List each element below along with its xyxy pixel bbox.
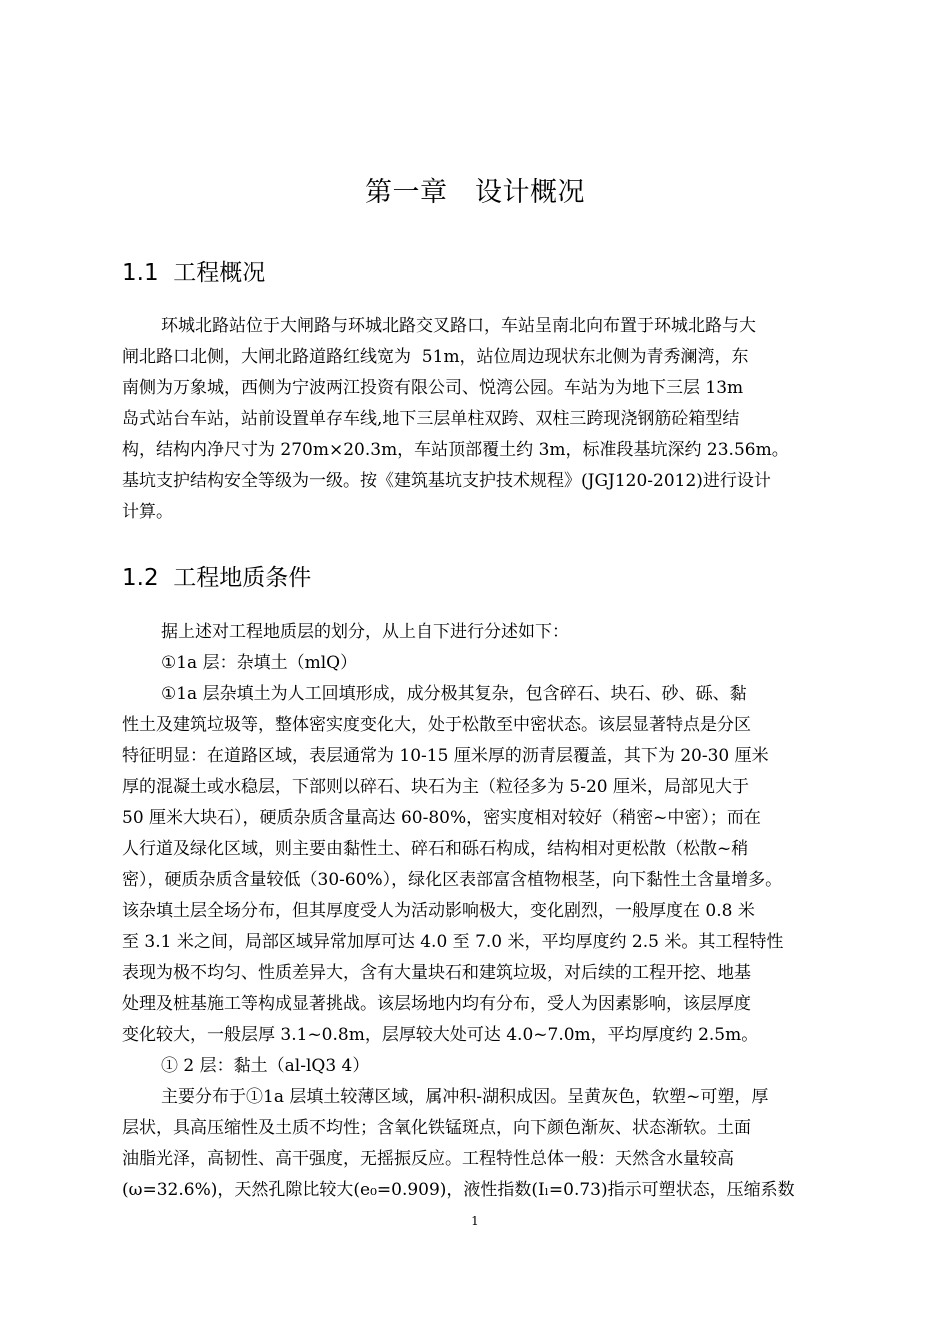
paragraph-line: 计算。: [122, 502, 173, 522]
paragraph-line: 层状，具高压缩性及土质不均性；含氧化铁锰斑点，向下颜色渐灰、状态渐软。土面: [122, 1118, 751, 1138]
paragraph-line: 特征明显：在道路区域，表层通常为 10-15 厘米厚的沥青层覆盖，其下为 20-30 厘米: [122, 746, 769, 766]
paragraph-line: 变化较大，一般层厚 3.1~0.8m，层厚较大处可达 4.0~7.0m，平均厚度约 2.5m。: [122, 1025, 759, 1045]
paragraph-line: (ω=32.6%)，天然孔隙比较大(e₀=0.909)，液性指数(Iₗ=0.73)指示可塑状态，压缩系数: [122, 1180, 795, 1200]
paragraph-line: 处理及桩基施工等构成显著挑战。该层场地内均有分布，受人为因素影响，该层厚度: [122, 994, 751, 1014]
page-number: 1: [471, 1214, 479, 1228]
paragraph-line: 环城北路站位于大闸路与环城北路交叉路口，车站呈南北向布置于环城北路与大: [161, 316, 756, 336]
paragraph-line: 该杂填土层全场分布，但其厚度受人为活动影响极大，变化剧烈，一般厚度在 0.8 米: [122, 901, 755, 921]
paragraph-line: 性土及建筑垃圾等，整体密实度变化大，处于松散至中密状态。该层显著特点是分区: [122, 715, 751, 735]
paragraph-line: 南侧为万象城，西侧为宁波两江投资有限公司、悦湾公园。车站为为地下三层 13m: [122, 378, 744, 398]
paragraph-line: ①1a 层杂填土为人工回填形成，成分极其复杂，包含碎石、块石、砂、砾、黏: [161, 684, 747, 704]
paragraph-line: 人行道及绿化区域，则主要由黏性土、碎石和砾石构成，结构相对更松散（松散~稍: [122, 839, 749, 859]
paragraph-line: 闸北路口北侧，大闸北路道路红线宽为 51m，站位周边现状东北侧为青秀澜湾，东: [122, 347, 749, 367]
section-heading-1-2: 1.2 工程地质条件: [122, 565, 312, 591]
paragraph-line: 油脂光泽，高韧性、高干强度，无摇振反应。工程特性总体一般：天然含水量较高: [122, 1149, 734, 1169]
chapter-title: 第一章 设计概况: [365, 177, 585, 208]
layer-heading-1a: ①1a 层：杂填土（mlQ）: [161, 653, 358, 673]
paragraph-line: 50 厘米大块石），硬质杂质含量高达 60-80%，密实度相对较好（稍密~中密）；而在: [122, 808, 761, 828]
layer-heading-2: ① 2 层：黏土（al-lQ3 4）: [161, 1056, 370, 1076]
paragraph-line: 基坑支护结构安全等级为一级。按《建筑基坑支护技术规程》(JGJ120-2012)进行设计: [122, 471, 771, 491]
paragraph-line: 至 3.1 米之间，局部区域异常加厚可达 4.0 至 7.0 米，平均厚度约 2.5 米。其工程特性: [122, 932, 784, 952]
paragraph-line: 据上述对工程地质层的划分，从上自下进行分述如下：: [161, 622, 569, 642]
paragraph-line: 表现为极不均匀、性质差异大，含有大量块石和建筑垃圾，对后续的工程开挖、地基: [122, 963, 751, 983]
paragraph-line: 厚的混凝土或水稳层，下部则以碎石、块石为主（粒径多为 5-20 厘米，局部见大于: [122, 777, 749, 797]
paragraph-line: 密），硬质杂质含量较低（30-60%），绿化区表部富含植物根茎，向下黏性土含量增多。: [122, 870, 783, 890]
section-heading-1-1: 1.1 工程概况: [122, 260, 266, 286]
paragraph-line: 构，结构内净尺寸为 270m×20.3m，车站顶部覆土约 3m，标准段基坑深约 23.56m。: [122, 440, 789, 460]
paragraph-line: 岛式站台车站，站前设置单存车线,地下三层单柱双跨、双柱三跨现浇钢筋砼箱型结: [122, 409, 740, 429]
paragraph-line: 主要分布于①1a 层填土较薄区域，属冲积-湖积成因。呈黄灰色，软塑~可塑，厚: [161, 1087, 769, 1107]
